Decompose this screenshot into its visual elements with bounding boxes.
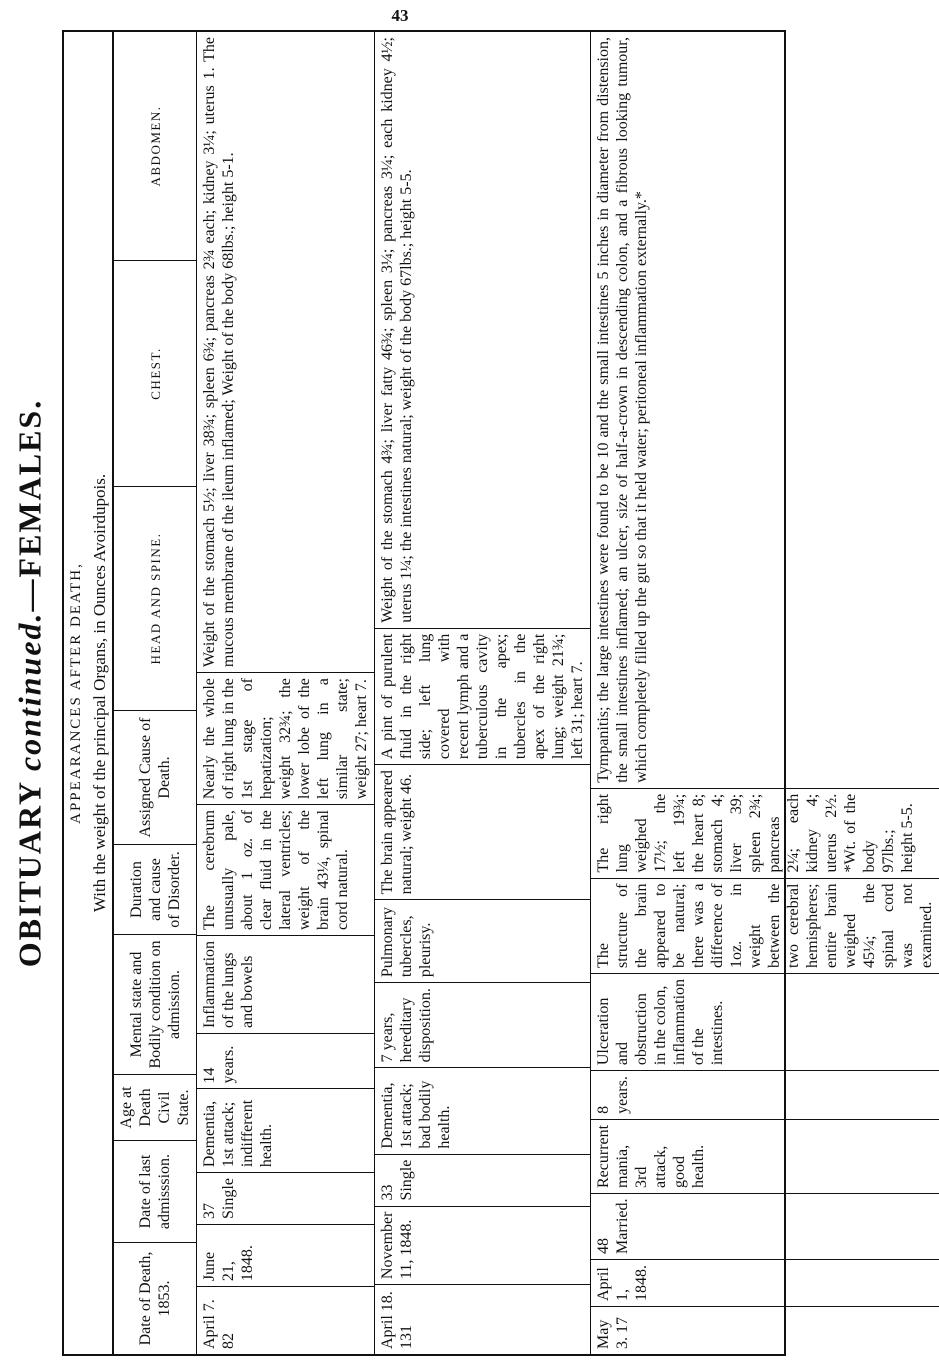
cell-date-last-admission: April 1, 1848. xyxy=(591,1259,939,1306)
table-caption xyxy=(64,32,114,1354)
cell-chest: The right lung weighed 17½; the left 19¾; the heart 8; stomach 4; liver 39; spleen 2¾; pancreas 2¼; each kidney 4; uterus 2½. *Wt. of the body 97lbs.; height 5-5. xyxy=(591,788,939,878)
table-container xyxy=(62,30,935,1356)
header-date-of-death: Date of Death, 1853. xyxy=(114,1242,196,1354)
side-title-emph: continued. xyxy=(11,611,48,772)
cell-assigned-cause: Ulceration and obstruction in the colon, inflammation of the intestines. xyxy=(591,973,939,1070)
header-date-last-admission: Date of last admisssion. xyxy=(114,1140,196,1242)
cell-mental-state: Dementia, 1st attack; indifferent health. xyxy=(197,1088,374,1172)
header-row xyxy=(114,32,197,1354)
cell-age: 37 Single xyxy=(197,1172,374,1224)
cell-date-last-admission: November 11, 1848. xyxy=(375,1206,590,1285)
cell-abdomen: Weight of the stomach 5½; liver 38¾; spleen 6¾; pancreas 2¾ each; kidney 3¼; uterus 1. The mucous membrane of the ileum inflamed; Weight of the body 68lbs.; height 5-1. xyxy=(201,37,237,668)
side-title-main: OBITUARY xyxy=(11,771,48,968)
cell-duration: 8 years. xyxy=(591,1070,939,1119)
side-title-rest: —FEMALES. xyxy=(11,398,48,612)
obituary-table xyxy=(62,30,935,1356)
table-row xyxy=(591,32,939,1354)
header-assigned-cause: Assigned Cause of Death. xyxy=(114,710,196,844)
caption-line-2: With the weight of the principal Organs, in Ounces Avoirdupois. xyxy=(90,473,109,913)
cell-age: 48 Married. xyxy=(591,1193,939,1259)
cell-mental-state: Dementia, 1st attack; bad bodily health. xyxy=(375,1067,590,1153)
side-title xyxy=(0,0,60,1366)
cell-head-spine: The brain appeared natural; weight 46. xyxy=(375,764,590,899)
table-row xyxy=(375,32,591,1354)
cell-date-of-death: April 7. 82 xyxy=(197,1286,374,1354)
cell-chest: Nearly the whole of right lung in the 1st stage of hepatization; weight 32¾; the lower lobe of the left lung in a similar state; weight 27; heart 7. xyxy=(197,672,374,804)
page-number: 43 xyxy=(391,6,409,25)
header-mental-state: Mental state and Bodily condition on admission. xyxy=(114,934,196,1074)
cell-chest: A pint of purulent fluid in the right side; left lung covered with recent lymph and a tuberculous cavity in the apex; tubercles in the apex of the right lung; weight 21¾; left 31; heart 7. xyxy=(375,628,590,764)
cell-assigned-cause: Inflammation of the lungs and bowels xyxy=(197,935,374,1033)
cell-date-of-death: May 3. 17 xyxy=(591,1306,939,1354)
cell-date-last-admission: June 21, 1848. xyxy=(197,1224,374,1286)
table-row xyxy=(197,32,375,1354)
header-age: Age at Death Civil State. xyxy=(114,1074,196,1140)
header-head-spine: HEAD AND SPINE. xyxy=(114,486,196,710)
cell-duration: 14 years. xyxy=(197,1033,374,1088)
cell-date-of-death: April 18. 131 xyxy=(375,1284,590,1354)
cell-assigned-cause: Pulmonary tubercles, pleurisy. xyxy=(375,899,590,982)
cell-head-spine: The structure of the brain appeared to be natural; there was a difference of 1oz. in weight between the two cerebral hemispheres; entire brain weighed 45¼; the spinal cord was not examined. xyxy=(591,878,939,973)
cell-duration: 7 years, hereditary disposition. xyxy=(375,982,590,1067)
header-chest: CHEST. xyxy=(114,260,196,486)
cell-age: 33 Single xyxy=(375,1154,590,1206)
cell-head-spine: The cerebrum unusually pale, about 1 oz. of clear fluid in the lateral ventricles; weight of the brain 43¼, spinal cord natural. xyxy=(197,804,374,935)
cell-abdomen: Tympanitis; the large intestines were found to be 10 and the small intestines 5 inches in diameter from distension, the small intestines inflamed; an ulcer, size of half-a-crown in descending colon, and a fibrous looking tumour, which completely filled up the gut so that it held water; peritoneal inflammation externally.* xyxy=(595,37,650,783)
header-duration: Duration and cause of Disorder. xyxy=(114,844,196,934)
cell-abdomen: Weight of the stomach 4¾; liver fatty 46¾; spleen 3¼; pancreas 3¼; each kidney 4½; uterus 1¼; the intestines natural; weight of the body 67lbs.; height 5-5. xyxy=(379,37,415,623)
caption-line-1: APPEARANCES AFTER DEATH, xyxy=(68,562,84,824)
header-abdomen: ABDOMEN. xyxy=(147,105,163,187)
cell-mental-state: Recurrent mania, 3rd attack, good health. xyxy=(591,1119,939,1193)
